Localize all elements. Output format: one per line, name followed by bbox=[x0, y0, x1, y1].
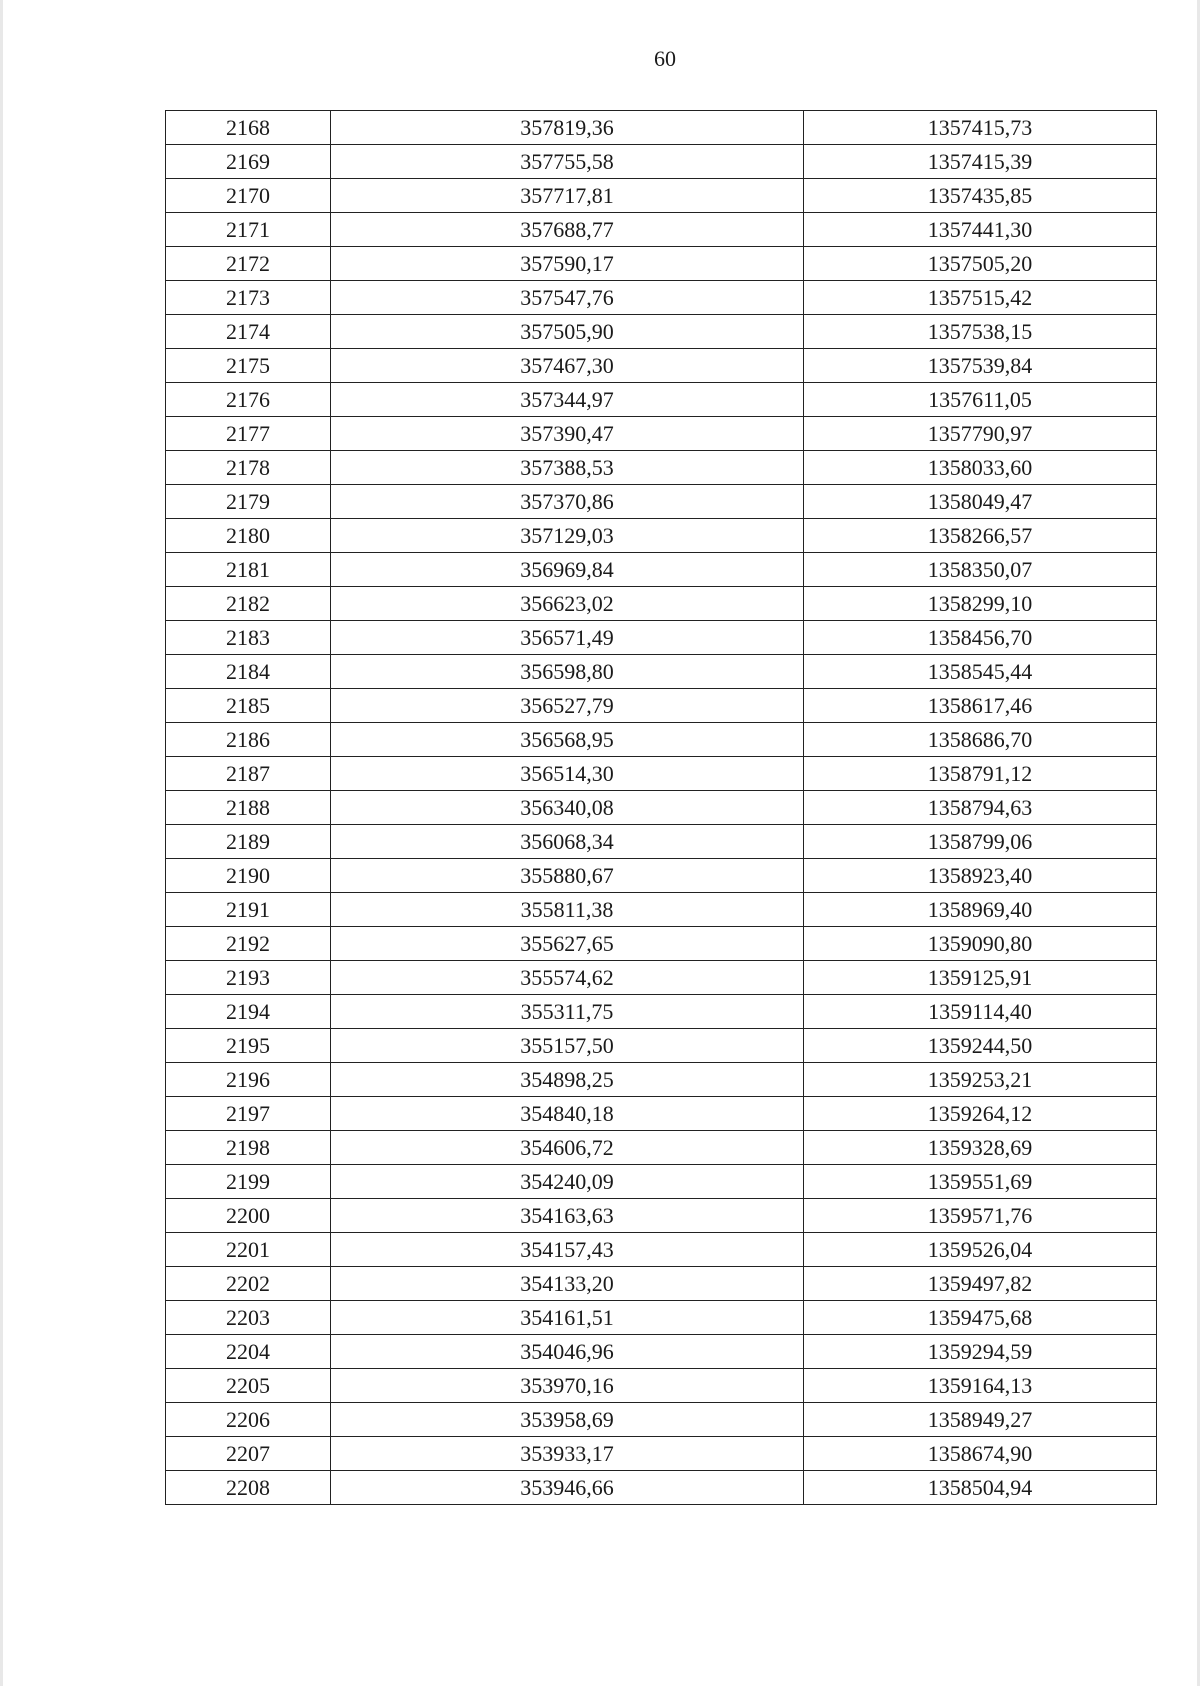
y-coordinate-cell: 1358794,63 bbox=[804, 791, 1157, 825]
table-row bbox=[166, 1165, 1157, 1199]
y-coordinate-cell: 1358791,12 bbox=[804, 757, 1157, 791]
y-coordinate-cell: 1359294,59 bbox=[804, 1335, 1157, 1369]
table-row bbox=[166, 791, 1157, 825]
x-coordinate-cell: 356340,08 bbox=[331, 791, 804, 825]
table-row bbox=[166, 1301, 1157, 1335]
x-coordinate-cell: 355574,62 bbox=[331, 961, 804, 995]
table-row bbox=[166, 1063, 1157, 1097]
table-row bbox=[166, 1369, 1157, 1403]
point-number-cell: 2170 bbox=[166, 179, 331, 213]
y-coordinate-cell: 1359475,68 bbox=[804, 1301, 1157, 1335]
point-number-cell: 2192 bbox=[166, 927, 331, 961]
y-coordinate-cell: 1359253,21 bbox=[804, 1063, 1157, 1097]
x-coordinate-cell: 357755,58 bbox=[331, 145, 804, 179]
point-number-cell: 2197 bbox=[166, 1097, 331, 1131]
x-coordinate-cell: 356969,84 bbox=[331, 553, 804, 587]
x-coordinate-cell: 355811,38 bbox=[331, 893, 804, 927]
y-coordinate-cell: 1359497,82 bbox=[804, 1267, 1157, 1301]
point-number-cell: 2190 bbox=[166, 859, 331, 893]
table-row bbox=[166, 1335, 1157, 1369]
scan-edge-left bbox=[0, 0, 3, 1686]
table-row bbox=[166, 1233, 1157, 1267]
y-coordinate-cell: 1357515,42 bbox=[804, 281, 1157, 315]
y-coordinate-cell: 1359114,40 bbox=[804, 995, 1157, 1029]
point-number-cell: 2191 bbox=[166, 893, 331, 927]
x-coordinate-cell: 354898,25 bbox=[331, 1063, 804, 1097]
table-row bbox=[166, 383, 1157, 417]
table-row bbox=[166, 417, 1157, 451]
point-number-cell: 2172 bbox=[166, 247, 331, 281]
y-coordinate-cell: 1357415,73 bbox=[804, 111, 1157, 145]
x-coordinate-cell: 356623,02 bbox=[331, 587, 804, 621]
table-row bbox=[166, 315, 1157, 349]
y-coordinate-cell: 1358545,44 bbox=[804, 655, 1157, 689]
table-row bbox=[166, 927, 1157, 961]
x-coordinate-cell: 357717,81 bbox=[331, 179, 804, 213]
x-coordinate-cell: 357547,76 bbox=[331, 281, 804, 315]
table-row bbox=[166, 1403, 1157, 1437]
table-row bbox=[166, 111, 1157, 145]
x-coordinate-cell: 357590,17 bbox=[331, 247, 804, 281]
table-row bbox=[166, 519, 1157, 553]
x-coordinate-cell: 353933,17 bbox=[331, 1437, 804, 1471]
x-coordinate-cell: 355157,50 bbox=[331, 1029, 804, 1063]
y-coordinate-cell: 1358686,70 bbox=[804, 723, 1157, 757]
x-coordinate-cell: 354840,18 bbox=[331, 1097, 804, 1131]
y-coordinate-cell: 1357415,39 bbox=[804, 145, 1157, 179]
point-number-cell: 2181 bbox=[166, 553, 331, 587]
x-coordinate-cell: 355311,75 bbox=[331, 995, 804, 1029]
point-number-cell: 2205 bbox=[166, 1369, 331, 1403]
y-coordinate-cell: 1357611,05 bbox=[804, 383, 1157, 417]
table-row bbox=[166, 1437, 1157, 1471]
point-number-cell: 2178 bbox=[166, 451, 331, 485]
table-row bbox=[166, 995, 1157, 1029]
x-coordinate-cell: 356571,49 bbox=[331, 621, 804, 655]
y-coordinate-cell: 1359090,80 bbox=[804, 927, 1157, 961]
table-row bbox=[166, 621, 1157, 655]
table-row bbox=[166, 553, 1157, 587]
x-coordinate-cell: 354161,51 bbox=[331, 1301, 804, 1335]
x-coordinate-cell: 355627,65 bbox=[331, 927, 804, 961]
y-coordinate-cell: 1359328,69 bbox=[804, 1131, 1157, 1165]
x-coordinate-cell: 357688,77 bbox=[331, 213, 804, 247]
y-coordinate-cell: 1359164,13 bbox=[804, 1369, 1157, 1403]
table-row bbox=[166, 757, 1157, 791]
page-number: 60 bbox=[654, 46, 676, 71]
point-number-cell: 2204 bbox=[166, 1335, 331, 1369]
point-number-cell: 2180 bbox=[166, 519, 331, 553]
point-number-cell: 2173 bbox=[166, 281, 331, 315]
point-number-cell: 2194 bbox=[166, 995, 331, 1029]
y-coordinate-cell: 1358969,40 bbox=[804, 893, 1157, 927]
y-coordinate-cell: 1358299,10 bbox=[804, 587, 1157, 621]
x-coordinate-cell: 354240,09 bbox=[331, 1165, 804, 1199]
x-coordinate-cell: 356068,34 bbox=[331, 825, 804, 859]
x-coordinate-cell: 357505,90 bbox=[331, 315, 804, 349]
table-row bbox=[166, 1097, 1157, 1131]
table-row bbox=[166, 145, 1157, 179]
y-coordinate-cell: 1357790,97 bbox=[804, 417, 1157, 451]
x-coordinate-cell: 357467,30 bbox=[331, 349, 804, 383]
y-coordinate-cell: 1359264,12 bbox=[804, 1097, 1157, 1131]
x-coordinate-cell: 353958,69 bbox=[331, 1403, 804, 1437]
table-row bbox=[166, 451, 1157, 485]
table-row bbox=[166, 213, 1157, 247]
x-coordinate-cell: 354157,43 bbox=[331, 1233, 804, 1267]
table-row bbox=[166, 893, 1157, 927]
point-number-cell: 2198 bbox=[166, 1131, 331, 1165]
point-number-cell: 2186 bbox=[166, 723, 331, 757]
x-coordinate-cell: 357390,47 bbox=[331, 417, 804, 451]
y-coordinate-cell: 1358799,06 bbox=[804, 825, 1157, 859]
y-coordinate-cell: 1357538,15 bbox=[804, 315, 1157, 349]
table-row bbox=[166, 1131, 1157, 1165]
table-row bbox=[166, 247, 1157, 281]
x-coordinate-cell: 354046,96 bbox=[331, 1335, 804, 1369]
coordinates-table bbox=[165, 110, 1157, 1505]
table-row bbox=[166, 825, 1157, 859]
y-coordinate-cell: 1358049,47 bbox=[804, 485, 1157, 519]
table-row bbox=[166, 1199, 1157, 1233]
y-coordinate-cell: 1359244,50 bbox=[804, 1029, 1157, 1063]
x-coordinate-cell: 353946,66 bbox=[331, 1471, 804, 1505]
point-number-cell: 2208 bbox=[166, 1471, 331, 1505]
point-number-cell: 2171 bbox=[166, 213, 331, 247]
x-coordinate-cell: 356514,30 bbox=[331, 757, 804, 791]
coordinates-table-body bbox=[166, 111, 1157, 1505]
table-row bbox=[166, 655, 1157, 689]
y-coordinate-cell: 1357441,30 bbox=[804, 213, 1157, 247]
table-row bbox=[166, 179, 1157, 213]
x-coordinate-cell: 357129,03 bbox=[331, 519, 804, 553]
table-row bbox=[166, 349, 1157, 383]
x-coordinate-cell: 356527,79 bbox=[331, 689, 804, 723]
x-coordinate-cell: 353970,16 bbox=[331, 1369, 804, 1403]
table-row bbox=[166, 1471, 1157, 1505]
point-number-cell: 2193 bbox=[166, 961, 331, 995]
y-coordinate-cell: 1358350,07 bbox=[804, 553, 1157, 587]
point-number-cell: 2175 bbox=[166, 349, 331, 383]
y-coordinate-cell: 1358923,40 bbox=[804, 859, 1157, 893]
point-number-cell: 2174 bbox=[166, 315, 331, 349]
y-coordinate-cell: 1359571,76 bbox=[804, 1199, 1157, 1233]
y-coordinate-cell: 1358266,57 bbox=[804, 519, 1157, 553]
point-number-cell: 2195 bbox=[166, 1029, 331, 1063]
x-coordinate-cell: 357819,36 bbox=[331, 111, 804, 145]
x-coordinate-cell: 354163,63 bbox=[331, 1199, 804, 1233]
point-number-cell: 2182 bbox=[166, 587, 331, 621]
y-coordinate-cell: 1359125,91 bbox=[804, 961, 1157, 995]
point-number-cell: 2168 bbox=[166, 111, 331, 145]
y-coordinate-cell: 1358949,27 bbox=[804, 1403, 1157, 1437]
table-row bbox=[166, 961, 1157, 995]
point-number-cell: 2203 bbox=[166, 1301, 331, 1335]
point-number-cell: 2176 bbox=[166, 383, 331, 417]
point-number-cell: 2202 bbox=[166, 1267, 331, 1301]
table-row bbox=[166, 1267, 1157, 1301]
point-number-cell: 2183 bbox=[166, 621, 331, 655]
x-coordinate-cell: 354606,72 bbox=[331, 1131, 804, 1165]
point-number-cell: 2187 bbox=[166, 757, 331, 791]
point-number-cell: 2189 bbox=[166, 825, 331, 859]
y-coordinate-cell: 1358617,46 bbox=[804, 689, 1157, 723]
x-coordinate-cell: 356568,95 bbox=[331, 723, 804, 757]
table-row bbox=[166, 723, 1157, 757]
y-coordinate-cell: 1359551,69 bbox=[804, 1165, 1157, 1199]
y-coordinate-cell: 1358674,90 bbox=[804, 1437, 1157, 1471]
table-row bbox=[166, 281, 1157, 315]
table-row bbox=[166, 859, 1157, 893]
x-coordinate-cell: 357344,97 bbox=[331, 383, 804, 417]
point-number-cell: 2169 bbox=[166, 145, 331, 179]
y-coordinate-cell: 1359526,04 bbox=[804, 1233, 1157, 1267]
x-coordinate-cell: 357370,86 bbox=[331, 485, 804, 519]
x-coordinate-cell: 356598,80 bbox=[331, 655, 804, 689]
point-number-cell: 2200 bbox=[166, 1199, 331, 1233]
point-number-cell: 2206 bbox=[166, 1403, 331, 1437]
table-row bbox=[166, 485, 1157, 519]
point-number-cell: 2207 bbox=[166, 1437, 331, 1471]
point-number-cell: 2201 bbox=[166, 1233, 331, 1267]
y-coordinate-cell: 1357539,84 bbox=[804, 349, 1157, 383]
y-coordinate-cell: 1358504,94 bbox=[804, 1471, 1157, 1505]
table-row bbox=[166, 587, 1157, 621]
table-row bbox=[166, 689, 1157, 723]
point-number-cell: 2184 bbox=[166, 655, 331, 689]
y-coordinate-cell: 1358033,60 bbox=[804, 451, 1157, 485]
x-coordinate-cell: 354133,20 bbox=[331, 1267, 804, 1301]
table-row bbox=[166, 1029, 1157, 1063]
point-number-cell: 2196 bbox=[166, 1063, 331, 1097]
y-coordinate-cell: 1357505,20 bbox=[804, 247, 1157, 281]
point-number-cell: 2188 bbox=[166, 791, 331, 825]
y-coordinate-cell: 1358456,70 bbox=[804, 621, 1157, 655]
point-number-cell: 2177 bbox=[166, 417, 331, 451]
point-number-cell: 2179 bbox=[166, 485, 331, 519]
point-number-cell: 2199 bbox=[166, 1165, 331, 1199]
x-coordinate-cell: 357388,53 bbox=[331, 451, 804, 485]
point-number-cell: 2185 bbox=[166, 689, 331, 723]
x-coordinate-cell: 355880,67 bbox=[331, 859, 804, 893]
y-coordinate-cell: 1357435,85 bbox=[804, 179, 1157, 213]
